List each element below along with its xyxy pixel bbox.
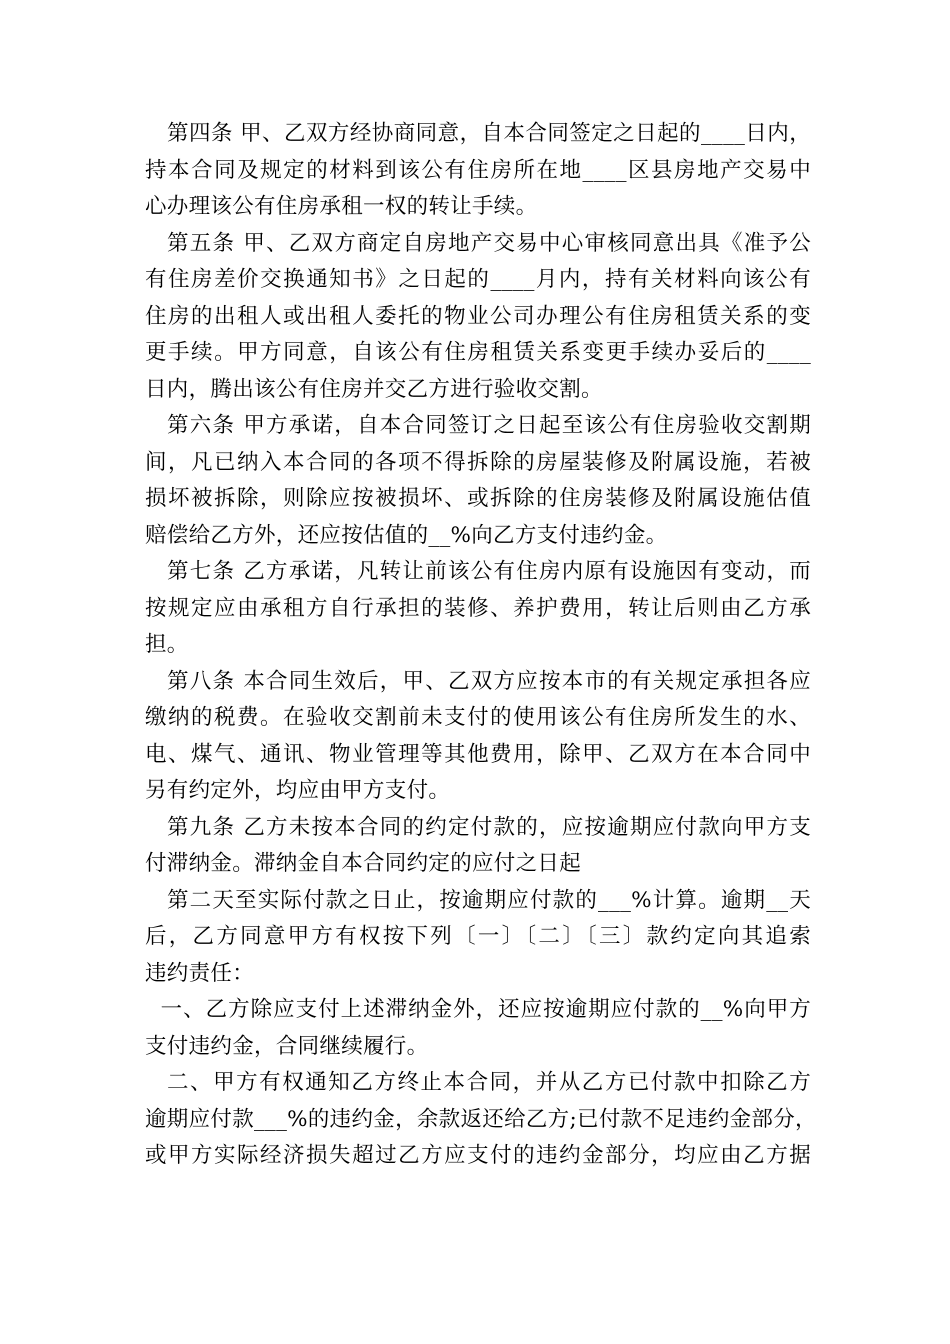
text-line: 损坏被拆除，则除应按被损坏、或拆除的住房装修及附属设施估值 <box>145 486 811 511</box>
clause-1-paragraph <box>145 992 811 1065</box>
text-line: 电、煤气、通讯、物业管理等其他费用，除甲、乙双方在本合同中 <box>145 741 811 767</box>
text-line: 更手续。甲方同意，自该公有住房租赁关系变更手续办妥后的____ <box>145 340 811 365</box>
article-8-paragraph <box>145 664 811 810</box>
text-line: 缴纳的税费。在验收交割前未支付的使用该公有住房所发生的水、 <box>145 705 811 730</box>
document-page <box>145 116 817 1175</box>
text-line: 心办理该公有住房承租一权的转让手续。 <box>145 194 538 219</box>
text-line: 住房的出租人或出租人委托的物业公司办理公有住房租赁关系的变 <box>145 303 811 329</box>
article-7-paragraph <box>145 554 811 664</box>
text-line: 后，乙方同意甲方有权按下列〔一〕〔二〕〔三〕款约定向其追索 <box>145 924 811 949</box>
article-6-paragraph <box>145 408 811 554</box>
text-line: 有住房差价交换通知书》之日起的____月内，持有关材料向该公有 <box>145 267 811 292</box>
text-line: 日内，腾出该公有住房并交乙方进行验收交割。 <box>145 376 603 402</box>
text-line: 二、甲方有权通知乙方终止本合同，并从乙方已付款中扣除乙方 <box>167 1070 811 1095</box>
text-line: 第七条 乙方承诺，凡转让前该公有住房内原有设施因有变动，而 <box>167 559 811 584</box>
text-line: 持本合同及规定的材料到该公有住房所在地____区县房地产交易中 <box>145 157 811 183</box>
article-5-paragraph <box>145 226 811 409</box>
text-line: 另有约定外，均应由甲方支付。 <box>145 778 451 803</box>
text-line: 或甲方实际经济损失超过乙方应支付的违约金部分，均应由乙方据 <box>145 1143 811 1168</box>
text-line: 间，凡已纳入本合同的各项不得拆除的房屋装修及附属设施，若被 <box>145 449 811 475</box>
text-line: 支付违约金，合同继续履行。 <box>145 1033 429 1059</box>
text-line: 逾期应付款___%的违约金，余款返还给乙方;已付款不足违约金部分， <box>145 1106 817 1132</box>
text-line: 赔偿给乙方外，还应按估值的__%向乙方支付违约金。 <box>145 522 668 548</box>
text-line: 付滞纳金。滞纳金自本合同约定的应付之日起 <box>145 851 582 876</box>
text-line: 第八条 本合同生效后，甲、乙双方应按本市的有关规定承担各应 <box>167 668 811 694</box>
text-line: 第六条 甲方承诺，自本合同签订之日起至该公有住房验收交割期 <box>167 413 811 438</box>
text-line: 按规定应由承租方自行承担的装修、养护费用，转让后则由乙方承 <box>145 595 811 621</box>
text-line: 一、乙方除应支付上述滞纳金外，还应按逾期应付款的__%向甲方 <box>145 997 811 1022</box>
text-line: 第四条 甲、乙双方经协商同意，自本合同签定之日起的____日内， <box>167 121 811 146</box>
text-line: 违约责任： <box>145 960 255 986</box>
article-4-paragraph <box>145 116 811 226</box>
text-line: 第五条 甲、乙双方商定自房地产交易中心审核同意出具《准予公 <box>167 230 811 256</box>
article-9-paragraph <box>145 810 811 883</box>
text-line: 第九条 乙方未按本合同的约定付款的，应按逾期应付款向甲方支 <box>167 814 811 840</box>
text-line: 担。 <box>145 632 189 657</box>
text-line: 第二天至实际付款之日止，按逾期应付款的___%计算。逾期__天 <box>167 887 811 913</box>
article-9-continuation-paragraph <box>145 883 811 993</box>
clause-2-paragraph <box>145 1065 817 1175</box>
